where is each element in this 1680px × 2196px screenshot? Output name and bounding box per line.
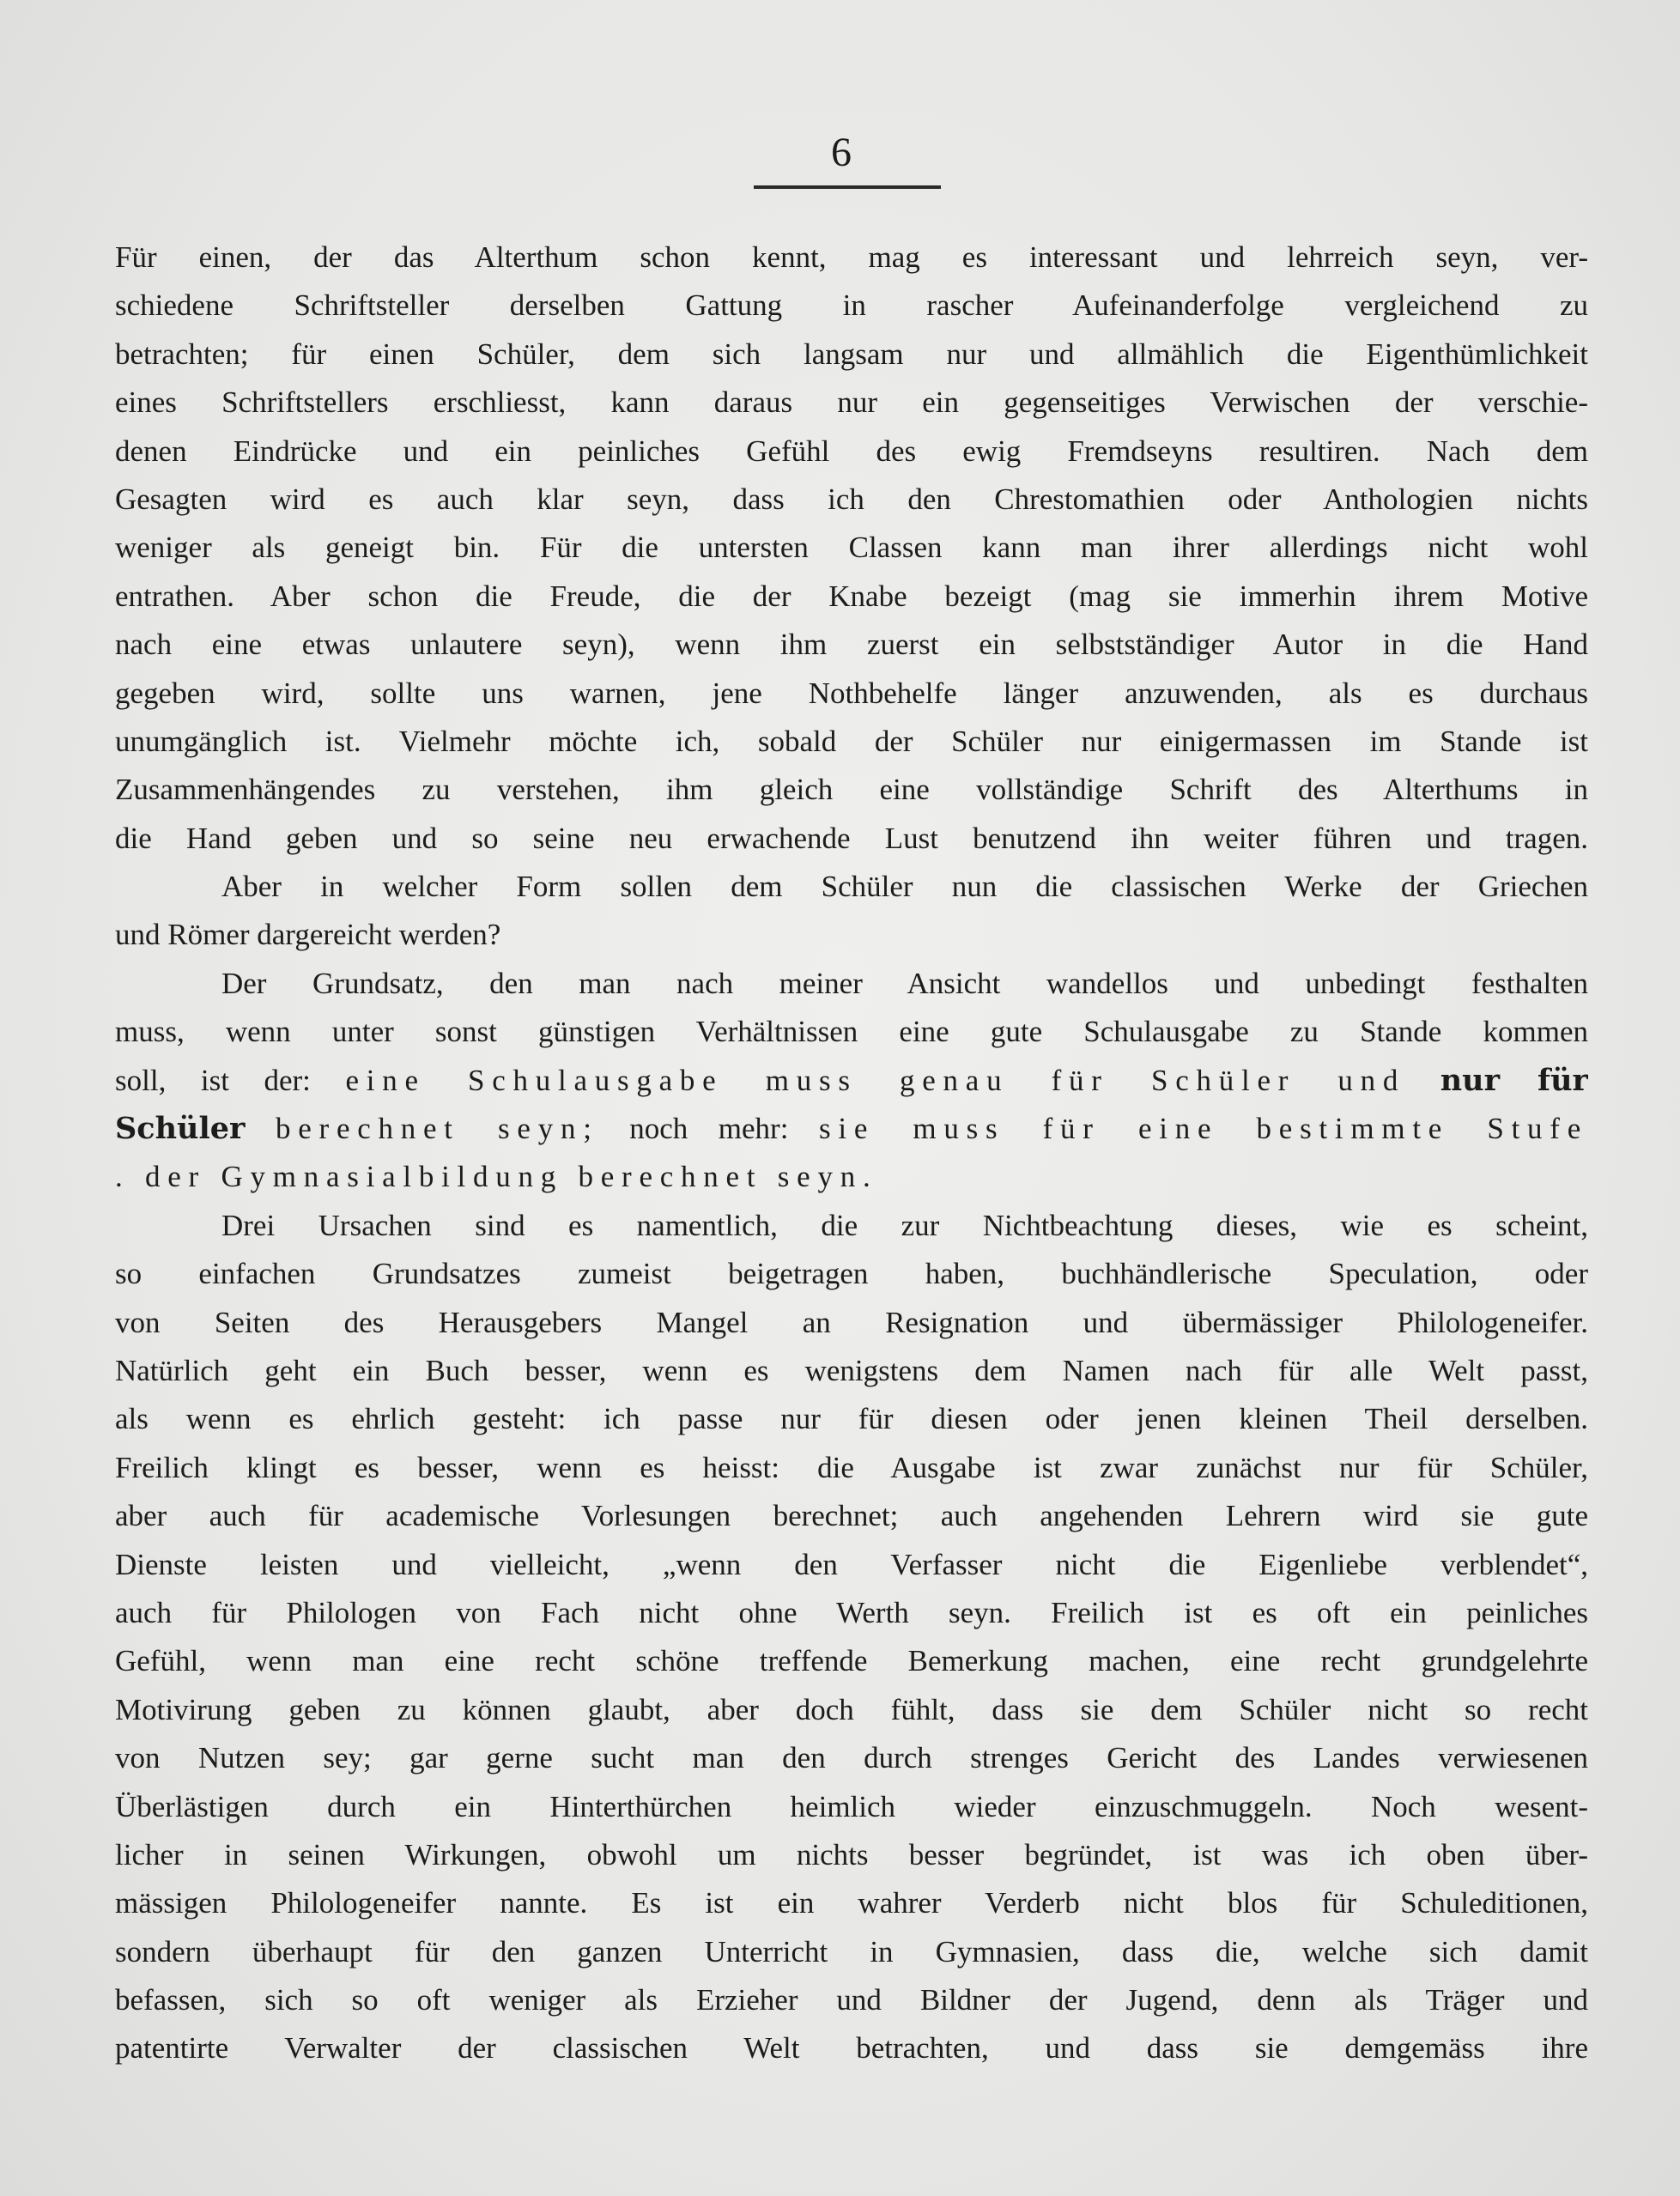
text-line: Motivirung geben zu können glaubt, aber doch fühlt, dass sie dem Schüler nicht so recht	[115, 1692, 1588, 1726]
text-line: aber auch für academische Vorlesungen berechnet; auch angehenden Lehrern wird sie gute	[115, 1499, 1588, 1533]
spaced-emphasis: berechnet seyn;	[276, 1112, 599, 1146]
text-line: mässigen Philologeneifer nannte. Es ist ein wahrer Verderb nicht blos für Schuleditionen,	[115, 1886, 1588, 1920]
text-line: als wenn es ehrlich gesteht: ich passe nur für diesen oder jenen kleinen Theil derselben.	[115, 1402, 1588, 1436]
text-line-emphasis	[115, 1153, 1588, 1201]
text-line: Zusammenhängendes zu verstehen, ihm gleich eine vollständige Schrift des Alterthums in	[115, 773, 1588, 807]
text-line: unumgänglich ist. Vielmehr möchte ich, sobald der Schüler nur einigermassen im Stande ist	[115, 724, 1588, 758]
spaced-emphasis: eine Schulausgabe muss genau für Schüler und	[345, 1063, 1406, 1097]
page-number-rule	[754, 185, 941, 189]
text-line: befassen, sich so oft weniger als Erzieher und Bildner der Jugend, denn als Träger und	[115, 1983, 1588, 2017]
body-text	[115, 234, 1588, 2073]
text-line: Für einen, der das Alterthum schon kennt, mag es interessant und lehrreich seyn, ver-	[115, 240, 1588, 274]
text-line: so einfachen Grundsatzes zumeist beigetragen haben, buchhändlerische Speculation, oder	[115, 1257, 1588, 1291]
text-line: denen Eindrücke und ein peinliches Gefühl des ewig Fremdseyns resultiren. Nach dem	[115, 434, 1588, 468]
text-line: betrachten; für einen Schüler, dem sich langsam nur und allmählich die Eigenthümlichkeit	[115, 337, 1588, 371]
text-line: gegeben wird, sollte uns warnen, jene Nothbehelfe länger anzuwenden, als es durchaus	[115, 676, 1588, 710]
page-number: 6	[831, 130, 852, 175]
text-line: muss, wenn unter sonst günstigen Verhältnissen eine gute Schulausgabe zu Stande kommen	[115, 1015, 1588, 1049]
text-line: von Seiten des Herausgebers Mangel an Resignation und übermässiger Philologeneifer.	[115, 1305, 1588, 1339]
text-line: auch für Philologen von Fach nicht ohne Werth seyn. Freilich ist es oft ein peinliches	[115, 1595, 1588, 1629]
bold-emphasis: Schüler	[115, 1111, 246, 1147]
text-segment: noch mehr:	[629, 1112, 789, 1146]
text-line: schiedene Schriftsteller derselben Gattung in rascher Aufeinanderfolge vergleichend zu	[115, 288, 1588, 323]
text-line: nach eine etwas unlautere seyn), wenn ihm zuerst ein selbstständiger Autor in die Hand	[115, 628, 1588, 662]
paragraph-start-line: Der Grundsatz, den man nach meiner Ansicht wandellos und unbedingt festhalten	[221, 966, 1588, 1000]
text-line: Gefühl, wenn man eine recht schöne treffende Bemerkung machen, eine recht grundgelehrte	[115, 1644, 1588, 1678]
text-line: sondern überhaupt für den ganzen Unterricht in Gymnasien, dass die, welche sich damit	[115, 1934, 1588, 1969]
text-line: von Nutzen sey; gar gerne sucht man den durch strenges Gericht des Landes verwiesenen	[115, 1741, 1588, 1775]
paragraph-start-line: Aber in welcher Form sollen dem Schüler nun die classischen Werke der Griechen	[221, 870, 1588, 904]
text-line: licher in seinen Wirkungen, obwohl um nichts besser begründet, ist was ich oben über-	[115, 1837, 1588, 1871]
text-line: Natürlich geht ein Buch besser, wenn es wenigstens dem Namen nach für alle Welt passt,	[115, 1353, 1588, 1387]
text-line: Gesagten wird es auch klar seyn, dass ich den Chrestomathien oder Anthologien nichts	[115, 482, 1588, 516]
text-line: Überlästigen durch ein Hinterthürchen heimlich wieder einzuschmuggeln. Noch wesent-	[115, 1789, 1588, 1823]
bold-emphasis: nur für	[1440, 1062, 1588, 1098]
text-line: Freilich klingt es besser, wenn es heisst: die Ausgabe ist zwar zunächst nur für Schüler,	[115, 1450, 1588, 1484]
text-line-emphasis	[115, 1057, 1588, 1105]
paragraph-end-line: und Römer dargereicht werden?	[115, 918, 501, 952]
text-line-emphasis	[115, 1105, 1588, 1153]
spaced-emphasis: . der Gymnasialbildung berechnet seyn.	[115, 1160, 878, 1194]
text-line: die Hand geben und so seine neu erwachende Lust benutzend ihn weiter führen und tragen.	[115, 821, 1588, 855]
text-segment: soll, ist der:	[115, 1063, 311, 1097]
paragraph-start-line: Drei Ursachen sind es namentlich, die zur Nichtbeachtung dieses, wie es scheint,	[221, 1208, 1588, 1242]
text-line: eines Schriftstellers erschliesst, kann daraus nur ein gegenseitiges Verwischen der verschie-	[115, 385, 1588, 420]
text-line: Dienste leisten und vielleicht, „wenn den Verfasser nicht die Eigenliebe verblendet“,	[115, 1547, 1588, 1581]
spaced-emphasis: sie muss für eine bestimmte Stufe	[818, 1112, 1588, 1146]
text-line: weniger als geneigt bin. Für die untersten Classen kann man ihrer allerdings nicht wohl	[115, 531, 1588, 565]
text-line: patentirte Verwalter der classischen Welt betrachten, und dass sie demgemäss ihre	[115, 2031, 1588, 2066]
text-line: entrathen. Aber schon die Freude, die der Knabe bezeigt (mag sie immerhin ihrem Motive	[115, 579, 1588, 613]
